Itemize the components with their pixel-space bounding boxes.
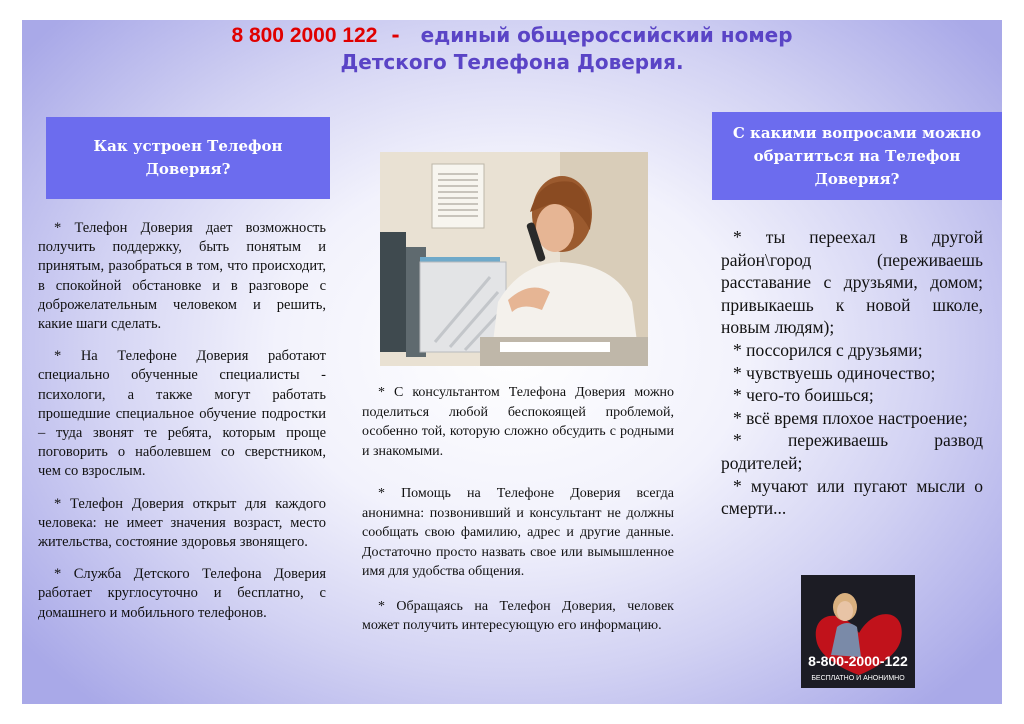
title-dash: - [391,23,400,47]
middle-paragraph: * С консультантом Телефона Доверия можно поделиться любой беспокоящей проблемой, особенно той, которую сложно обсудить с родными и знакомыми. [362,385,674,459]
right-list-item: * мучают или пугают мысли о смерти... [721,475,983,519]
badge-number: 8-800-2000-122 [808,653,908,669]
right-list-item: * всё время плохое настроение; [733,407,968,428]
hotline-badge-illustration [801,575,915,688]
right-list-item: * чего-то боишься; [733,385,874,406]
hotline-badge-image [801,575,915,688]
hotline-number: 8 800 2000 122 [231,24,378,47]
title-line-1 [22,22,1002,49]
left-paragraph: * Телефон Доверия открыт для каждого человека: не имеет значения возраст, место жительства, состояние здоровья звонящего. [38,495,326,551]
consultant-photo [380,152,648,366]
left-paragraph: * Телефон Доверия дает возможность получить поддержку, быть понятым и принятым, разобраться в том, что происходит, в спокойной обстановке и в разговоре с доброжелательным человеком и решить, какие шаги сделать. [38,220,326,333]
left-paragraph: * Служба Детского Телефона Доверия работает круглосуточно и бесплатно, с домашнего и мобильного телефонов. [38,566,326,621]
middle-paragraph: * Обращаясь на Телефон Доверия, человек может получить интересующую его информацию. [362,598,674,633]
right-list-item: * чувствуешь одиночество; [733,362,936,383]
left-column [38,219,326,636]
page-title [22,22,1002,75]
left-paragraph: * На Телефоне Доверия работают специально обученные специалисты - психологи, а также могут работать прошедшие специальное обучение подростки – туда звонят те ребята, которым проще поговорить о наболевшем со сверстником, чем со взрослым. [38,348,326,480]
left-header-text: Как устроен Телефон Доверия? [93,137,283,178]
left-section-header [46,117,330,199]
middle-column [362,383,674,636]
middle-paragraph: * Помощь на Телефоне Доверия всегда анонимна: позвонивший и консультант не должны сообщать свою фамилию, адрес и другие данные. Достаточно просто назвать свое или вымышленное имя для удобства общения. [362,486,674,579]
right-list-item: * поссорился с друзьями; [733,339,923,360]
right-section-header [712,112,1002,200]
title-text-1: единый общероссийский номер [420,23,793,47]
right-list-item: * переживаешь развод родителей; [721,430,983,473]
consultant-photo-illustration [380,152,648,366]
badge-caption: БЕСПЛАТНО И АНОНИМНО [811,675,905,682]
title-text-2: Детского Телефона Доверия. [340,50,684,74]
right-list-item: * ты переехал в другой район\город (переживаешь расставание с друзьями, домом; привыкаешь к новой школе, новым людям); [721,227,983,338]
right-column [721,226,983,520]
right-header-text: С какими вопросами можно обратиться на Телефон Доверия? [732,123,982,188]
